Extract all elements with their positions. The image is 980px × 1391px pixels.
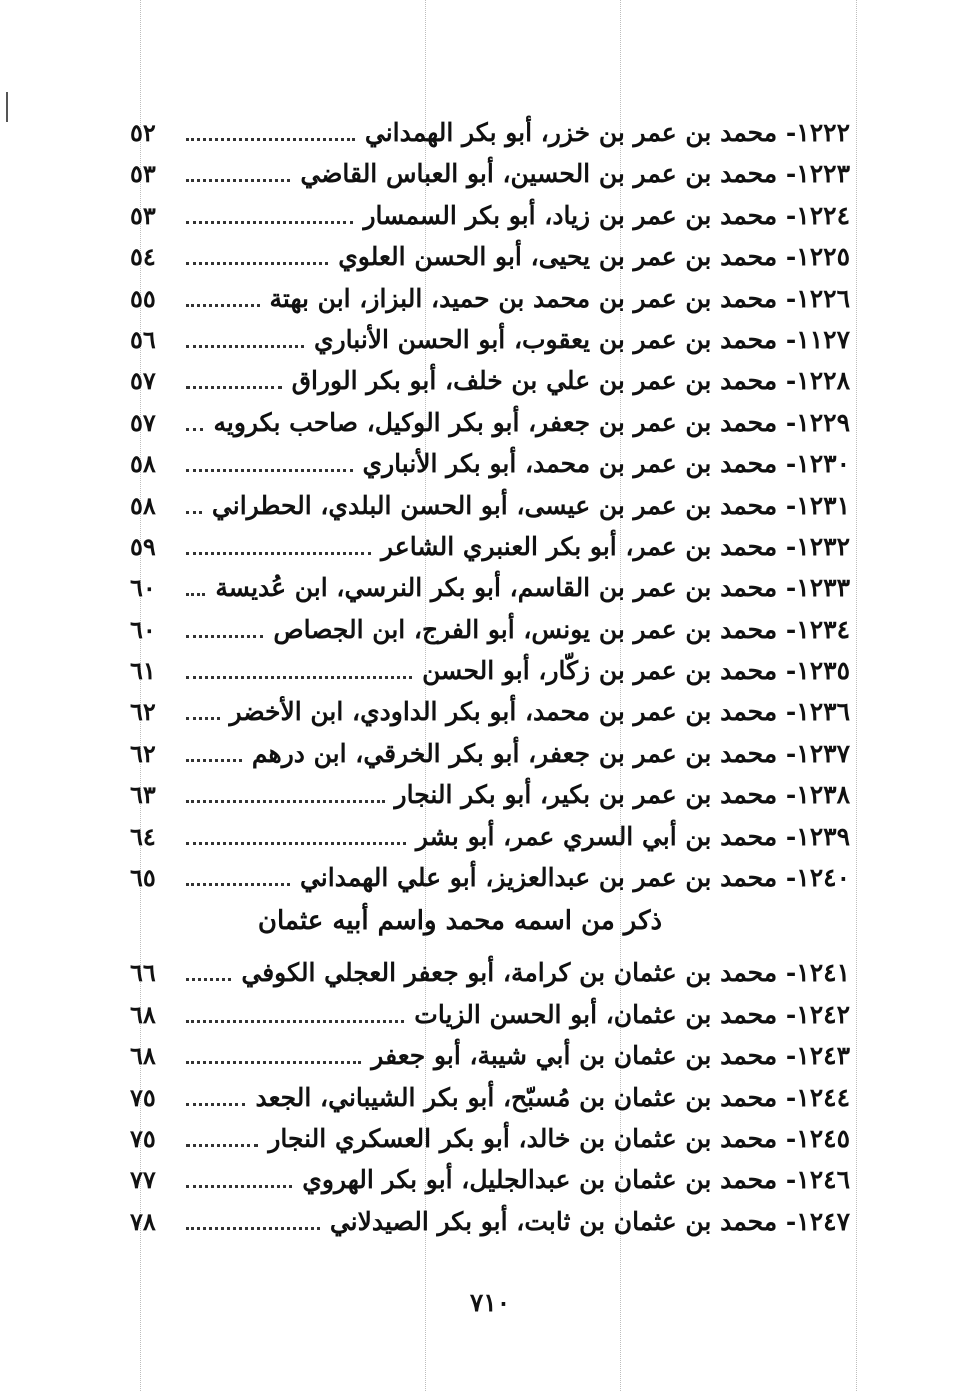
entry-title: ١٢٢٩- محمد بن عمر بن جعفر، أبو بكر الوكيل، صاحب بكرويه [213, 407, 850, 437]
toc-entry [130, 443, 850, 484]
dot-leader [186, 842, 406, 845]
entry-title: ١١٢٧- محمد بن عمر بن يعقوب، أبو الحسن الأنباري [314, 324, 850, 354]
entry-page-number: ٦٨ [130, 999, 156, 1029]
dot-leader [186, 1103, 245, 1106]
toc-entry [130, 319, 850, 360]
toc-entry [130, 1035, 850, 1076]
dot-leader [186, 469, 353, 472]
toc-entry [130, 153, 850, 194]
dot-leader [186, 1227, 320, 1230]
toc-entry [130, 1201, 850, 1242]
dot-leader [186, 759, 242, 762]
entry-page-number: ٥٦ [130, 324, 156, 354]
toc-entry [130, 857, 850, 898]
entry-title: ١٢٢٤- محمد بن عمر بن زياد، أبو بكر السمسار [363, 200, 850, 230]
dot-leader [186, 138, 355, 141]
dot-leader [186, 1144, 258, 1147]
dot-leader [186, 1020, 404, 1023]
table-of-contents [130, 112, 850, 1242]
page-number: ٧١٠ [469, 1288, 511, 1317]
dot-leader [186, 428, 203, 431]
entry-title: ١٢٤١- محمد بن عثمان بن كرامة، أبو جعفر العجلي الكوفي [241, 958, 850, 988]
dot-leader [186, 1185, 292, 1188]
entry-title: ١٢٢٣- محمد بن عمر بن الحسين، أبو العباس القاضي [300, 159, 850, 189]
entry-page-number: ٦٢ [130, 738, 156, 768]
entry-page-number: ٦٠ [130, 614, 156, 644]
entries-list-after [130, 952, 850, 1242]
entry-title: ١٢٣٥- محمد بن عمر بن زكّار، أبو الحسن [422, 656, 850, 686]
dot-leader [186, 386, 282, 389]
entry-title: ١٢٢٢- محمد بن عمر بن خزر، أبو بكر الهمداني [364, 118, 850, 147]
entry-title: ١٢٣٠- محمد بن عمر بن محمد، أبو بكر الأنباري [362, 449, 850, 479]
entry-title: ١٢٤٥- محمد بن عثمان بن خالد، أبو بكر العسكري النجار [268, 1123, 850, 1153]
dot-leader [186, 676, 412, 679]
entry-page-number: ٦١ [130, 656, 156, 686]
toc-entry [130, 526, 850, 567]
entry-page-number: ٦٣ [130, 780, 156, 810]
entry-page-number: ٦٤ [130, 821, 156, 851]
entry-title: ١٢٣١- محمد بن عمر بن عيسى، أبو الحسن البلدي، الحطراني [211, 490, 850, 520]
section-heading: ذكر من اسمه محمد واسم أبيه عثمان [257, 906, 663, 937]
entry-title: ١٢٤٢- محمد بن عثمان، أبو الحسن الزيات [414, 999, 850, 1029]
entry-page-number: ٦٢ [130, 697, 156, 727]
entry-title: ١٢٣٧- محمد بن عمر بن جعفر، أبو بكر الخرقي، ابن درهم [251, 738, 850, 768]
dot-leader [186, 345, 304, 348]
entry-page-number: ٧٧ [130, 1165, 156, 1195]
entry-page-number: ٦٨ [130, 1041, 156, 1071]
toc-entry [130, 402, 850, 443]
toc-entry [130, 195, 850, 236]
toc-entry [130, 112, 850, 153]
toc-entry [130, 1077, 850, 1118]
entry-page-number: ٥٧ [130, 407, 156, 437]
toc-entry [130, 650, 850, 691]
toc-entry [130, 994, 850, 1035]
entry-page-number: ٥٣ [130, 200, 156, 230]
dot-leader [186, 883, 290, 886]
toc-entry [130, 1159, 850, 1200]
toc-entry [130, 485, 850, 526]
dot-leader [186, 800, 385, 803]
entry-page-number: ٧٨ [130, 1206, 156, 1236]
entry-page-number: ٦٦ [130, 958, 156, 988]
entry-page-number: ٦٠ [130, 573, 156, 603]
dot-leader [186, 304, 260, 307]
dot-leader [186, 978, 231, 981]
entry-title: ١٢٤٠- محمد بن عمر بن عبدالعزيز، أبو علي الهمداني [299, 863, 850, 893]
dot-leader [186, 262, 328, 265]
toc-entry [130, 360, 850, 401]
dot-leader [186, 1061, 361, 1064]
entry-page-number: ٧٥ [130, 1082, 156, 1112]
entry-title: ١٢٤٦- محمد بن عثمان بن عبدالجليل، أبو بكر الهروي [302, 1165, 850, 1195]
entry-page-number: ٥٧ [130, 366, 156, 396]
dot-leader [186, 552, 371, 555]
toc-entry [130, 774, 850, 815]
entry-title: ١٢٢٨- محمد بن عمر بن علي بن خلف، أبو بكر الوراق [291, 366, 850, 396]
entry-title: ١٢٣٨- محمد بن عمر بن بكير، أبو بكر النجار [394, 780, 850, 810]
entries-list-before [130, 112, 850, 898]
toc-entry [130, 691, 850, 732]
toc-entry [130, 236, 850, 277]
toc-entry [130, 733, 850, 774]
toc-entry [130, 816, 850, 857]
dot-leader [186, 593, 205, 596]
entry-title: ١٢٣٤- محمد بن عمر بن يونس، أبو الفرج، ابن الجصاص [273, 614, 850, 644]
entry-title: ١٢٤٧- محمد بن عثمان بن ثابت، أبو بكر الصيدلاني [329, 1206, 850, 1236]
entry-title: ١٢٤٤- محمد بن عثمان بن مُسبّح، أبو بكر الشيباني، الجعد [255, 1082, 850, 1112]
dot-leader [186, 717, 220, 720]
dot-leader [186, 511, 202, 514]
scan-edge-mark [6, 92, 8, 122]
dot-leader [186, 179, 290, 182]
entry-page-number: ٥٤ [130, 242, 156, 272]
scan-guide-line [856, 0, 857, 1391]
entry-title: ١٢٣٩- محمد بن أبي السري عمر، أبو بشر [415, 821, 850, 851]
entry-title: ١٢٢٦- محمد بن عمر بن محمد بن حميد، البزاز، ابن بهتة [269, 283, 850, 313]
dot-leader [186, 221, 353, 224]
entry-page-number: ٥٨ [130, 490, 156, 520]
entry-page-number: ٧٥ [130, 1123, 156, 1153]
entry-page-number: ٥٢ [130, 118, 156, 147]
entry-title: ١٢٤٣- محمد بن عثمان بن أبي شيبة، أبو جعفر [371, 1041, 850, 1071]
entry-page-number: ٥٩ [130, 531, 156, 561]
toc-entry [130, 567, 850, 608]
dot-leader [186, 635, 263, 638]
toc-entry [130, 1118, 850, 1159]
entry-title: ١٢٣٦- محمد بن عمر بن محمد، أبو بكر الداودي، ابن الأخضر [229, 697, 850, 727]
entry-page-number: ٥٥ [130, 283, 156, 313]
entry-title: ١٢٣٢- محمد بن عمر، أبو بكر العنبري الشاعر [381, 531, 850, 561]
toc-entry [130, 952, 850, 993]
entry-page-number: ٥٨ [130, 449, 156, 479]
toc-entry [130, 609, 850, 650]
entry-page-number: ٥٣ [130, 159, 156, 189]
entry-title: ١٢٣٣- محمد بن عمر بن القاسم، أبو بكر النرسي، ابن عُديسة [215, 573, 850, 603]
entry-page-number: ٦٥ [130, 863, 156, 893]
entry-title: ١٢٢٥- محمد بن عمر بن يحيى، أبو الحسن العلوي [338, 242, 850, 272]
toc-entry [130, 278, 850, 319]
